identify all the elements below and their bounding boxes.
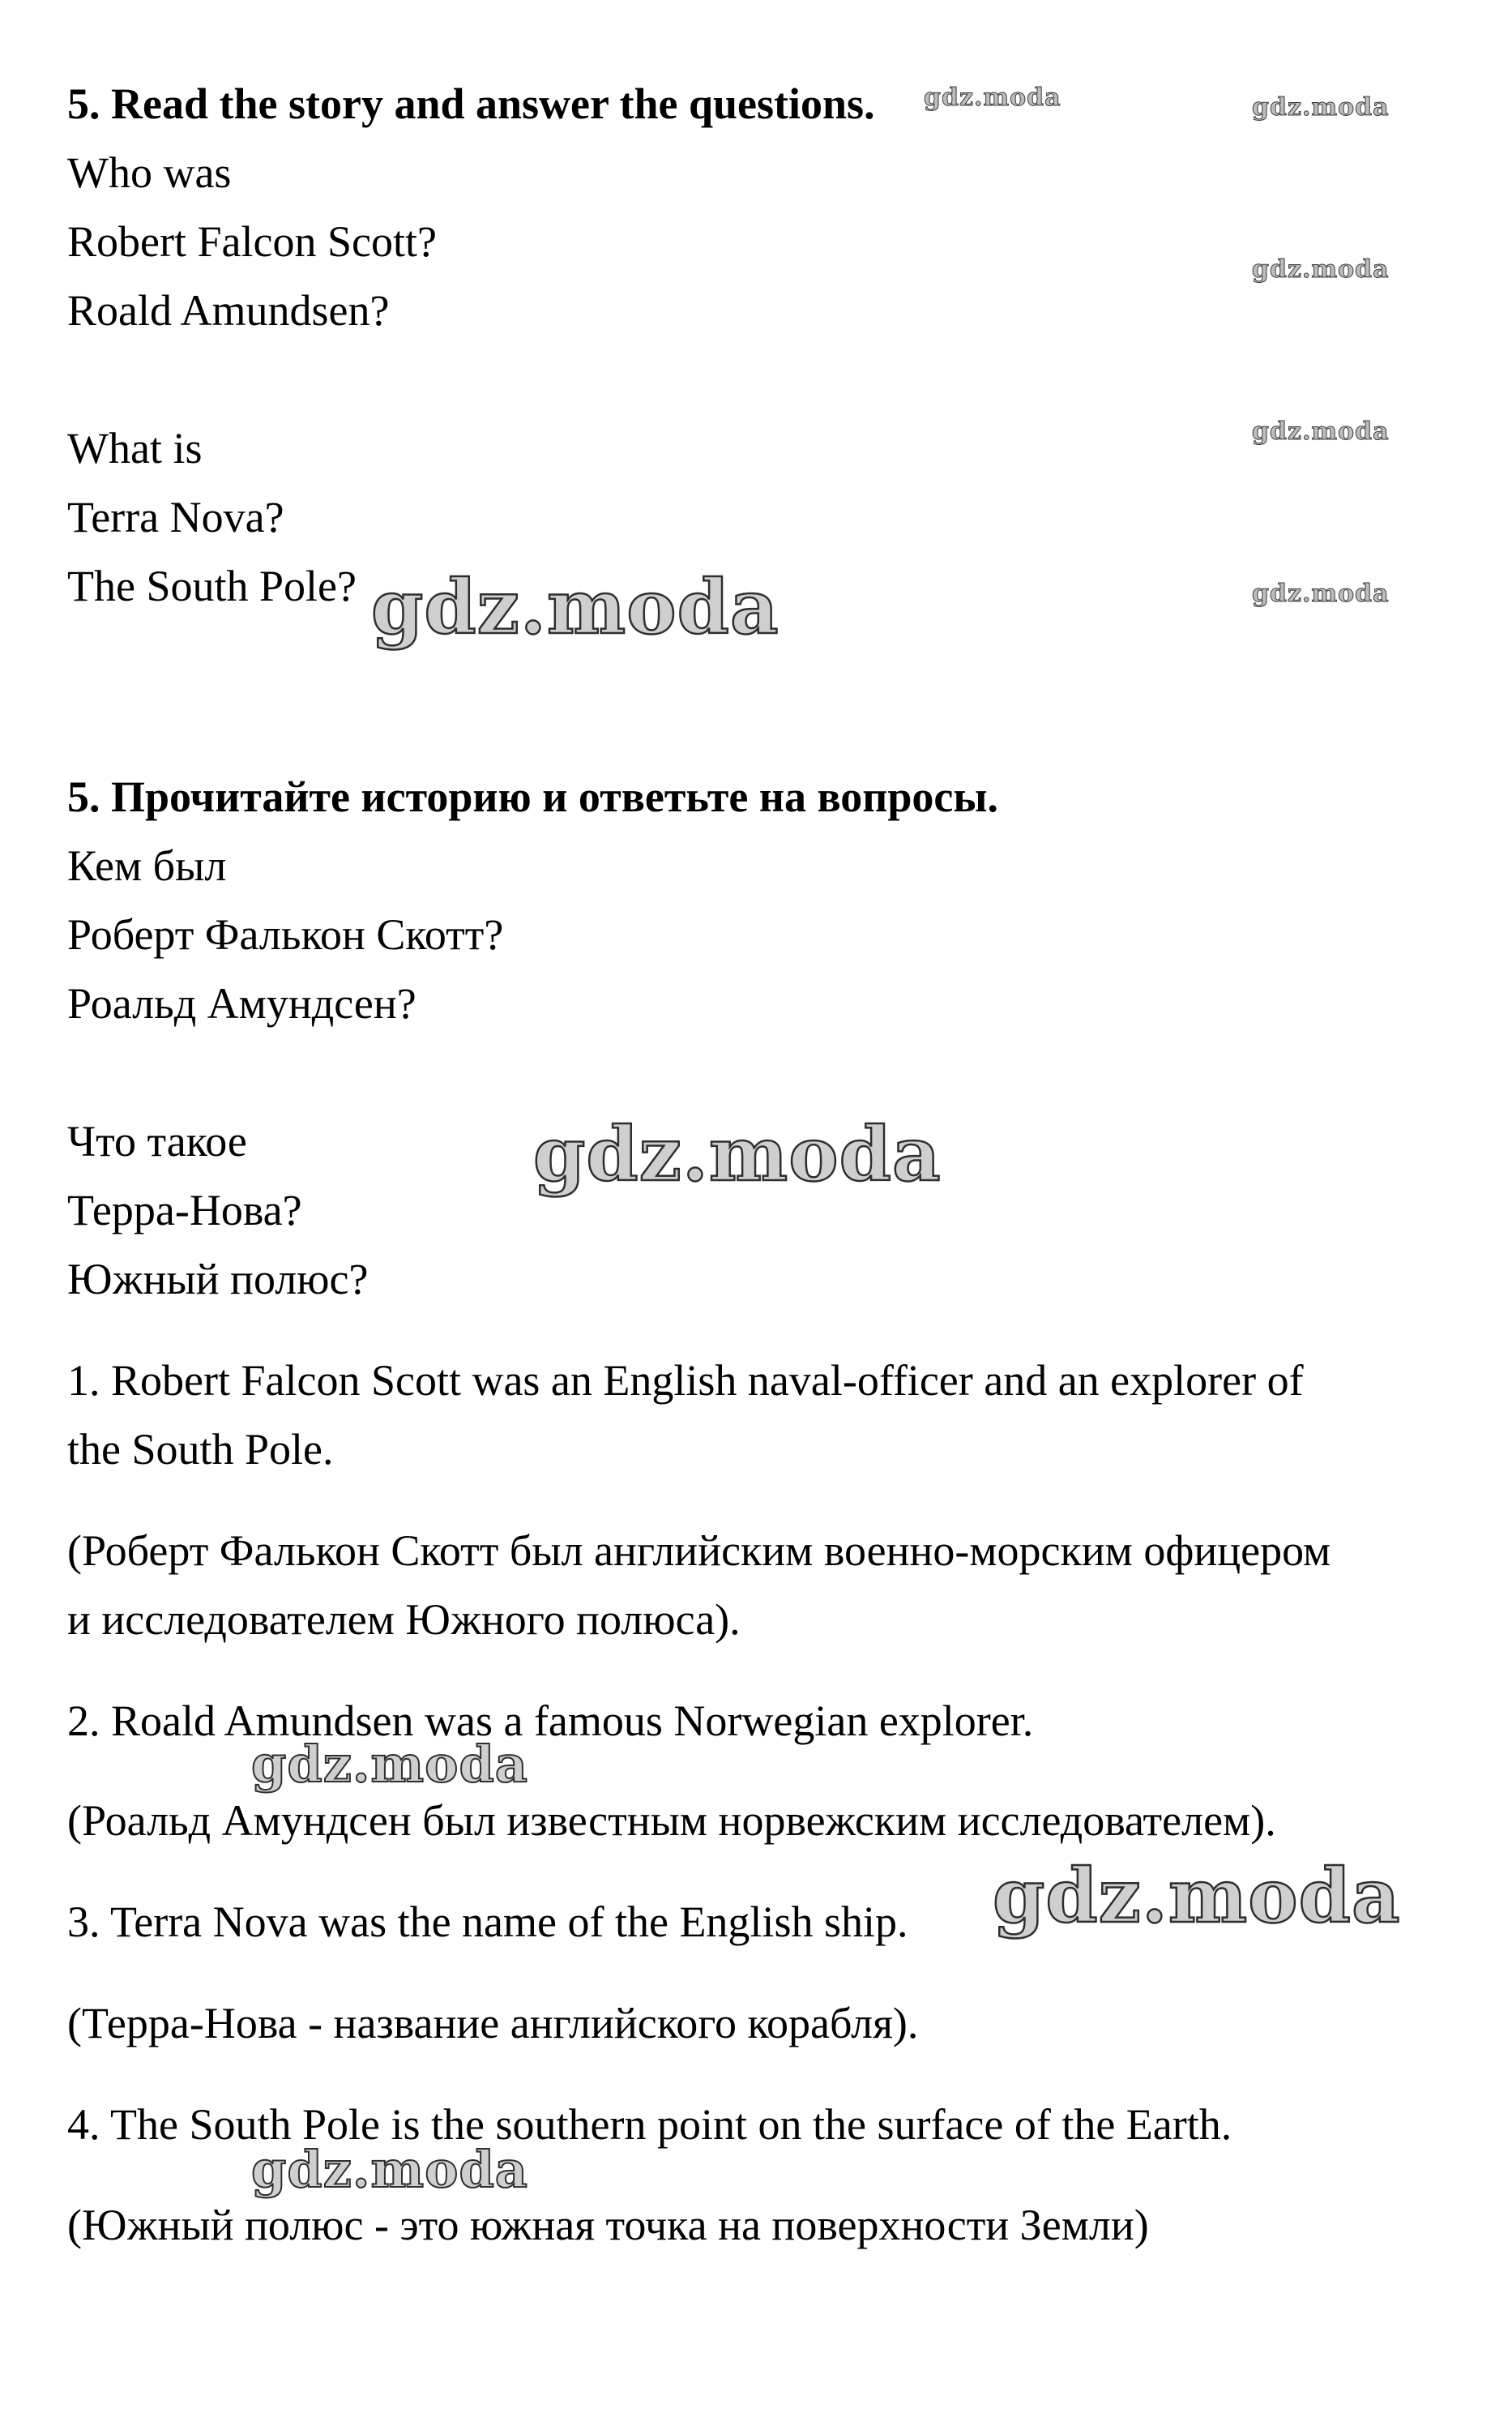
watermark-logo: gdz.moda: [533, 1110, 942, 1198]
answer-1-english-line2: the South Pole.: [67, 1425, 334, 1474]
russian-question-south-pole: Южный полюс?: [67, 1255, 369, 1303]
watermark-logo: gdz.moda: [924, 83, 1061, 112]
russian-question-amundsen: Роальд Амундсен?: [67, 979, 416, 1028]
watermark-logo: gdz.moda: [1252, 417, 1390, 446]
english-exercise-heading: 5. Read the story and answer the questions.: [67, 79, 875, 128]
english-question-scott: Robert Falcon Scott?: [67, 217, 437, 266]
answer-4-english: 4. The South Pole is the southern point on the surface of the Earth.: [67, 2100, 1232, 2149]
russian-question-scott: Роберт Фалькон Скотт?: [67, 910, 504, 959]
russian-what-is: Что такое: [67, 1117, 247, 1166]
watermark-logo: gdz.moda: [1252, 93, 1390, 122]
english-what-is: What is: [67, 424, 203, 473]
answer-4-russian: (Южный полюс - это южная точка на поверхности Земли): [67, 2201, 1149, 2249]
answer-3-russian: (Терра-Нова - название английского корабля).: [67, 1999, 919, 2047]
watermark-logo: gdz.moda: [371, 563, 779, 651]
watermark-logo: gdz.moda: [1252, 255, 1390, 284]
answer-3-english: 3. Terra Nova was the name of the English ship.: [67, 1897, 908, 1946]
answer-1-russian-line2: и исследователем Южного полюса).: [67, 1595, 741, 1644]
answer-1-english-line1: 1. Robert Falcon Scott was an English naval-officer and an explorer of: [67, 1356, 1304, 1405]
answer-1-russian-line1: (Роберт Фалькон Скотт был английским военно-морским офицером: [67, 1526, 1331, 1575]
russian-question-terra-nova: Терра-Нова?: [67, 1186, 302, 1234]
watermark-logo: gdz.moda: [1252, 580, 1390, 608]
watermark-logo: gdz.moda: [251, 1735, 528, 1794]
answer-2-russian: (Роальд Амундсен был известным норвежским исследователем).: [67, 1796, 1276, 1845]
english-question-terra-nova: Terra Nova?: [67, 493, 284, 541]
english-who-was: Who was: [67, 148, 232, 197]
answer-2-english: 2. Roald Amundsen was a famous Norwegian explorer.: [67, 1696, 1034, 1745]
russian-exercise-heading: 5. Прочитайте историю и ответьте на вопросы.: [67, 772, 999, 821]
watermark-logo: gdz.moda: [251, 2140, 528, 2199]
russian-who-was: Кем был: [67, 841, 227, 890]
english-question-amundsen: Roald Amundsen?: [67, 286, 390, 335]
watermark-logo: gdz.moda: [993, 1852, 1401, 1940]
english-question-south-pole: The South Pole?: [67, 562, 357, 610]
